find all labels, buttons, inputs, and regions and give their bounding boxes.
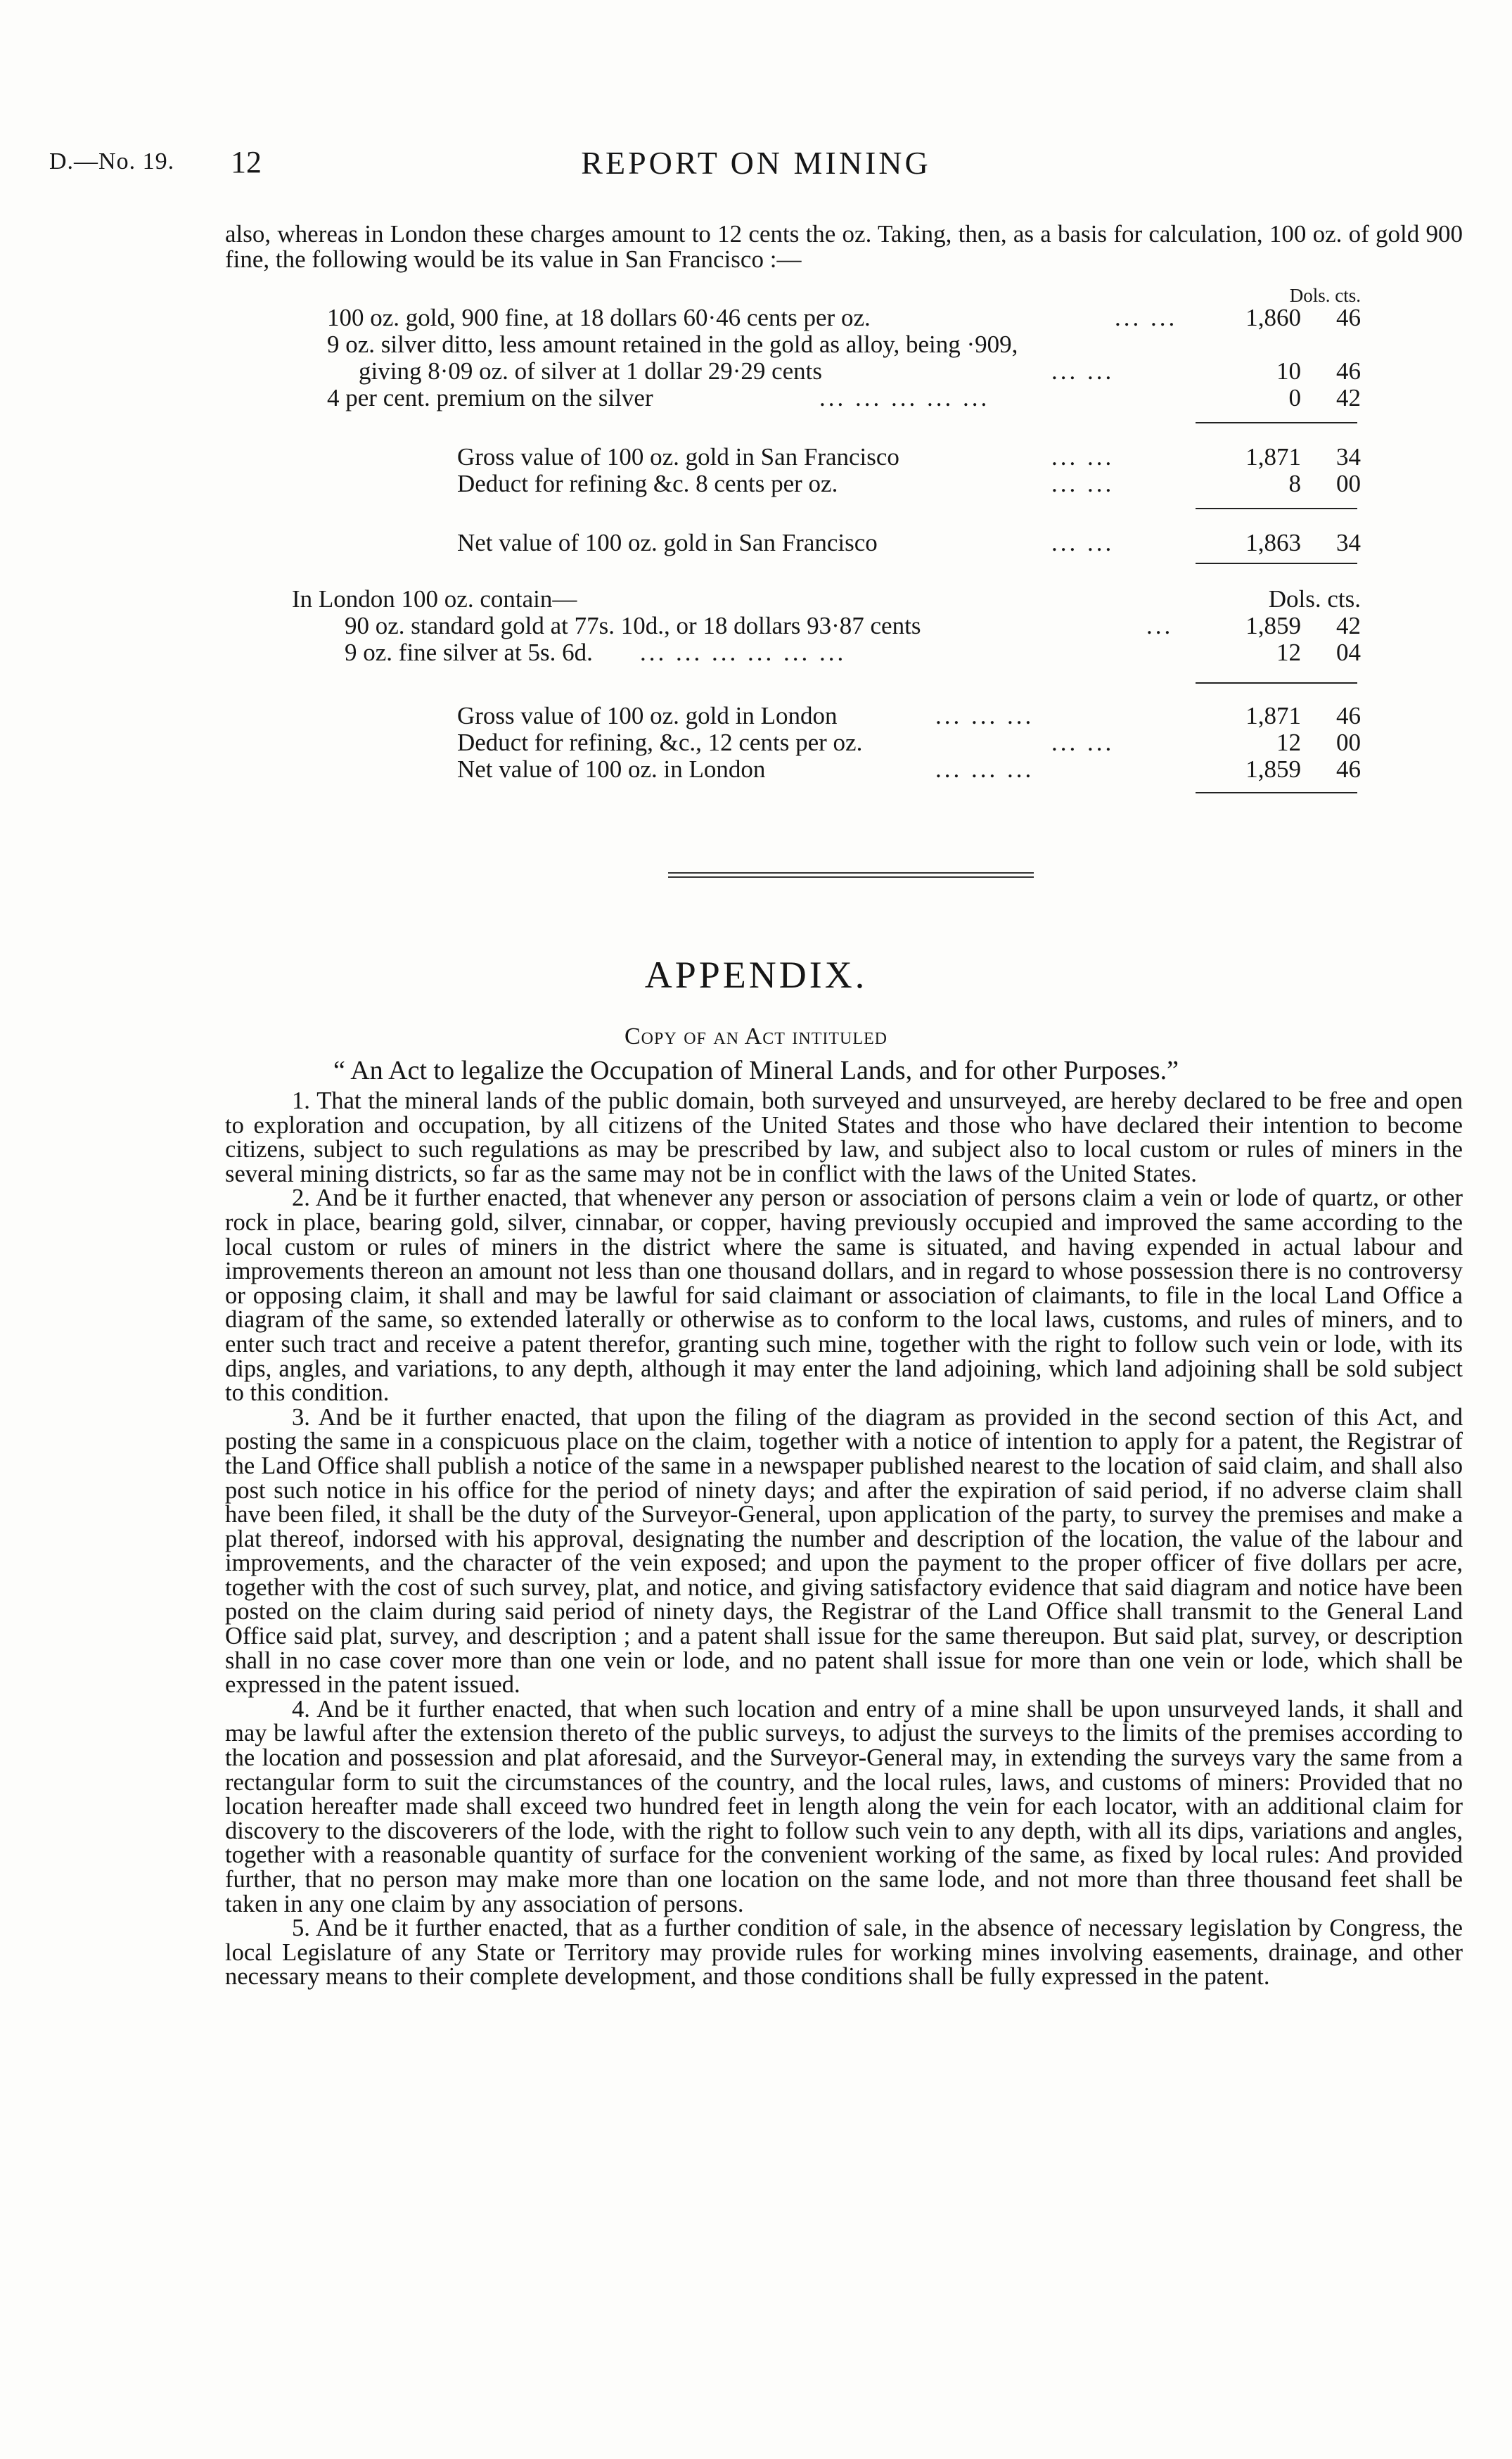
sf-net-row: Net value of 100 oz. gold in San Francisco ... ... 1,863 34 xyxy=(457,529,1361,556)
sum-rule xyxy=(1196,682,1357,684)
act-title: “ An Act to legalize the Occupation of Mineral Lands, and for other Purposes.” xyxy=(333,1056,1179,1085)
act-section-5: 5. And be it further enacted, that as a further condition of sale, in the absence of necessary legislation by Congress, the local Legislature of any State or Territory may provide rules for working mines involving easements, drainage, and other necessary means to their complete development, and those conditions shall be fully expressed in the patent. xyxy=(225,1915,1463,1991)
sf-column-header: Dols. cts. xyxy=(1289,285,1361,306)
page-number: 12 xyxy=(231,145,262,179)
appendix-title: APPENDIX. xyxy=(644,954,868,996)
document-number: D.—No. 19. xyxy=(49,148,175,174)
act-body xyxy=(225,1089,1463,1989)
london-column-header: Dols. cts. xyxy=(1268,585,1361,613)
sum-rule xyxy=(1196,422,1357,423)
page-header xyxy=(42,144,1470,186)
copy-act-heading: Copy of an Act intituled xyxy=(624,1023,888,1049)
london-deduct-row: Deduct for refining, &c., 12 cents per oz. ... ... 12 00 xyxy=(457,729,1361,756)
act-section-3: 3. And be it further enacted, that upon the filing of the diagram as provided in the second section of this Act, and posting the same in a conspicuous place on the claim, together with a notice of intention to apply for a patent, the Registrar of the Land Office shall publish a notice of the same in a newspaper published nearest to the location of said claim, and shall also post such notice in his office for the period of ninety days; and after the expiration of said period, if no adverse claim shall have been filed, it shall be the duty of the Surveyor-General, upon application of the party, to survey the premises and make a plat thereof, indorsed with his approval, designating the number and description of the location, the value of the labour and improvements, and the character of the vein exposed; and upon the payment to the proper officer of five dollars per acre, together with the cost of such survey, plat, and notice, and giving satisfactory evidence that said diagram and notice have been posted on the claim during said period of ninety days, the Registrar of the Land Office shall transmit to the General Land Office said plat, survey, and description ; and a patent shall issue for the same thereupon. But said plat, survey, or description shall in no case cover more than one vein or lode, and no patent shall issue for more than one vein or lode, which shall be expressed in the patent issued. xyxy=(225,1403,1463,1699)
running-title: REPORT ON MINING xyxy=(581,145,931,181)
table-row: giving 8·09 oz. of silver at 1 dollar 29·29 cents ... ... 10 46 xyxy=(359,357,1361,385)
table-row: 4 per cent. premium on the silver ... ... ... ... ... 0 42 xyxy=(327,384,1361,411)
sum-rule xyxy=(1196,508,1357,509)
table-row: 100 oz. gold, 900 fine, at 18 dollars 60·46 cents per oz. ... ... 1,860 46 xyxy=(327,304,1361,331)
london-heading-row xyxy=(292,585,1361,612)
london-net-row: Net value of 100 oz. in London ... ... ... 1,859 46 xyxy=(457,755,1361,783)
london-heading: In London 100 oz. contain— xyxy=(292,585,577,613)
sum-rule xyxy=(1196,792,1357,793)
act-section-4: 4. And be it further enacted, that when such location and entry of a mine shall be upon unsurveyed lands, it shall and may be lawful after the extension thereto of the public surveys, to adjust the surveys to the limits of the premises according to the location and possession and plat aforesaid, and the Surveyor-General may, in extending the surveys vary the same from a rectangular form to suit the circumstances of the country, and the local rules, laws, and customs of miners: Provided that no location hereafter made shall exceed two hundred feet in length along the vein for each locator, with an additional claim for discovery to the discoverers of the lode, with the right to follow such vein to any depth, with all its dips, variations and angles, together with a reasonable quantity of surface for the convenient working of the same, as fixed by local rules: And provided further, that no person may make more than one location on the same lode, and not more than three thousand feet shall be taken in any one claim by any association of persons. xyxy=(225,1695,1463,1917)
section-divider xyxy=(668,872,1034,878)
sf-gross-row: Gross value of 100 oz. gold in San Francisco ... ... 1,871 34 xyxy=(457,443,1361,471)
table-row: 9 oz. silver ditto, less amount retained in the gold as alloy, being ·909, xyxy=(327,331,1018,358)
table-row: 90 oz. standard gold at 77s. 10d., or 18 dollars 93·87 cents ... 1,859 42 xyxy=(345,612,1361,639)
sf-deduct-row: Deduct for refining &c. 8 cents per oz. ... ... 8 00 xyxy=(457,470,1361,497)
act-section-2: 2. And be it further enacted, that whenever any person or association of persons claim a vein or lode of quartz, or other rock in place, bearing gold, silver, cinnabar, or copper, having previously occupied and improved the same according to the local custom or rules of miners in the district where the same is situated, and having expended in actual labour and improvements thereon an amount not less than one thousand dollars, and in regard to whose possession there is no controversy or opposing claim, it shall and may be lawful for said claimant or association of claimants, to file in the local Land Office a diagram of the same, so extended laterally or otherwise as to conform to the local laws, customs, and rules of miners, and to enter such tract and receive a patent therefor, granting such mine, together with the right to follow such vein or lode, with its dips, angles, and variations, to any depth, although it may enter the land adjoining, which land adjoining shall be sold subject to this condition. xyxy=(225,1184,1463,1407)
sum-rule xyxy=(1196,563,1357,564)
intro-paragraph: also, whereas in London these charges amount to 12 cents the oz. Taking, then, as a basis for calculation, 100 oz. of gold 900 fine, the following would be its value in San Francisco :— xyxy=(225,220,1463,273)
london-gross-row: Gross value of 100 oz. gold in London ... ... ... 1,871 46 xyxy=(457,702,1361,729)
act-section-1: 1. That the mineral lands of the public domain, both surveyed and unsurveyed, are hereby declared to be free and open to exploration and occupation, by all citizens of the United States and those who have declared their intention to become citizens, subject to such regulations as may be prescribed by law, and subject also to local custom or rules of miners in the several mining districts, so far as the same may not be in conflict with the laws of the United States. xyxy=(225,1087,1463,1187)
table-row: 9 oz. fine silver at 5s. 6d. ... ... ... ... ... ... 12 04 xyxy=(345,639,1361,666)
